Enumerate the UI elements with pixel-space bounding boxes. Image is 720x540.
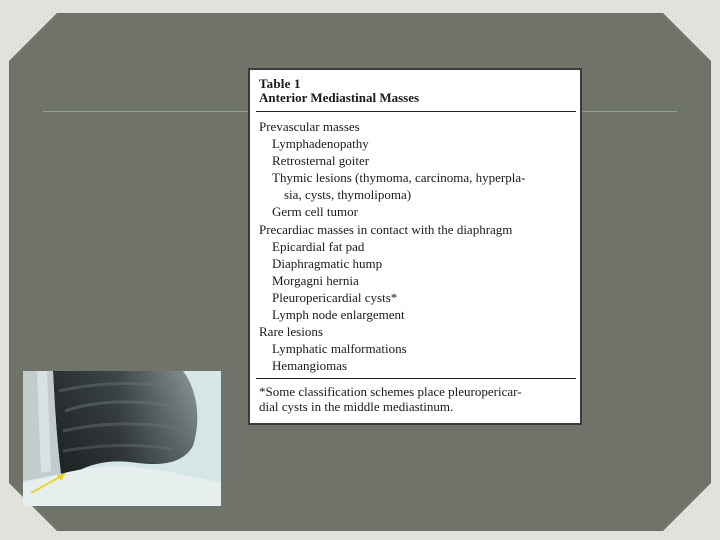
table-row: Precardiac masses in contact with the diaphragm bbox=[259, 221, 513, 237]
table-row: Thymic lesions (thymoma, carcinoma, hyperpla- bbox=[272, 170, 526, 186]
table-row: Lymphatic malformations bbox=[272, 341, 407, 357]
table-row: Lymphadenopathy bbox=[272, 136, 369, 152]
table-title: Anterior Mediastinal Masses bbox=[259, 90, 420, 105]
table-header-rule bbox=[256, 111, 576, 112]
table-row: Hemangiomas bbox=[272, 358, 348, 374]
table-footer-rule bbox=[256, 378, 576, 379]
table-row: Germ cell tumor bbox=[272, 204, 358, 220]
table-footnote-line-2: dial cysts in the middle mediastinum. bbox=[259, 399, 454, 415]
table-rows bbox=[259, 118, 574, 374]
table-row: Epicardial fat pad bbox=[272, 238, 365, 254]
slide-corner-top-right bbox=[663, 13, 711, 61]
chest-xray-picture bbox=[23, 371, 221, 506]
table-card bbox=[248, 68, 582, 425]
chest-xray-image bbox=[23, 371, 221, 506]
table-row: Diaphragmatic hump bbox=[272, 255, 383, 271]
slide-corner-bottom-right bbox=[663, 483, 711, 531]
table-label: Table 1 bbox=[259, 76, 301, 91]
table-row: sia, cysts, thymolipoma) bbox=[284, 187, 412, 203]
table-row: Retrosternal goiter bbox=[272, 153, 370, 169]
table-row: Pleuropericardial cysts* bbox=[272, 289, 398, 305]
table-row: Lymph node enlargement bbox=[272, 307, 405, 323]
table-row: Morgagni hernia bbox=[272, 272, 359, 288]
table-row: Prevascular masses bbox=[259, 119, 360, 134]
table-row: Rare lesions bbox=[259, 324, 323, 340]
slide-corner-top-left bbox=[9, 13, 57, 61]
table-footnote-line-1: *Some classification schemes place pleuropericar- bbox=[259, 384, 522, 400]
